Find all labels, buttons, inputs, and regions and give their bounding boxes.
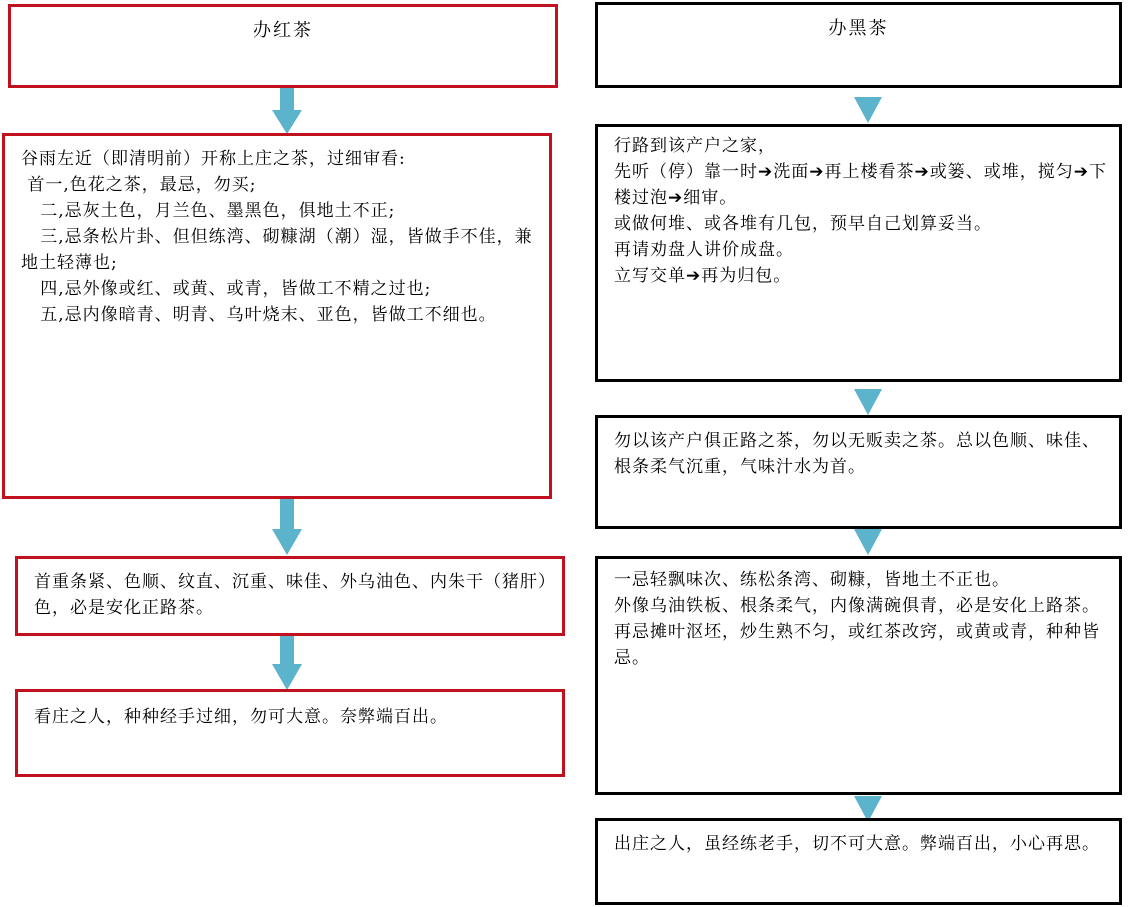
right-box-3-text: 一忌轻飘味次、练松条湾、砌糠，皆地土不正也。 外像乌油铁板、根条柔气，内像满碗俱青，必是安化上路茶。 再忌摊叶沤坯，炒生熟不匀，或红茶改窍，或黄或青，种种皆忌。 (614, 570, 1100, 668)
left-box-1-text: 谷雨左近（即清明前）开称上庄之茶，过细审看: 首一,色花之茶，最忌，勿买; 二,忌灰土色，月兰色、墨黑色，俱地土不正; 三,忌条松片卦、但但练湾、砌糠湖（潮）湿，皆做手不佳，兼地土轻薄也; 四,忌外像或红、或黄、或青，皆做工不精之过也; 五,忌内像暗青、明青、乌叶烧末、亚色，皆做工不细也。 (21, 149, 533, 325)
left-box-3-text: 看庄之人，种种经手过细，勿可大意。奈弊端百出。 (34, 707, 448, 727)
right-box-2 (595, 415, 1122, 529)
right-arrow-3 (854, 529, 882, 555)
left-title-box (8, 4, 558, 88)
left-arrow-2 (272, 499, 302, 555)
right-box-1-text: 行路到该产户之家， 先听（停）靠一时➔洗面➔再上楼看茶➔或篓、或堆，搅匀➔下楼过泡➔细审。 或做何堆、或各堆有几包，预早自己划算妥当。 再请劝盘人讲价成盘。 立写交单➔再为归包。 (614, 136, 1107, 286)
right-box-3 (595, 556, 1122, 795)
right-box-2-text: 勿以该产户俱正路之茶，勿以无贩卖之茶。总以色顺、味佳、根条柔气沉重，气味汁水为首。 (614, 431, 1100, 477)
left-box-1 (2, 133, 552, 499)
right-box-4-text: 出庄之人，虽经练老手，切不可大意。弊端百出，小心再思。 (614, 834, 1100, 854)
right-box-1 (595, 124, 1122, 382)
right-arrow-2 (854, 389, 882, 415)
left-box-2-text: 首重条紧、色顺、纹直、沉重、味佳、外乌油色、内朱干（猪肝）色，必是安化正路茶。 (34, 572, 548, 618)
left-title: 办红茶 (253, 20, 313, 41)
left-arrow-3 (272, 636, 302, 690)
right-box-4 (595, 818, 1122, 905)
left-box-2 (15, 556, 565, 636)
right-title-box (595, 2, 1122, 88)
left-arrow-1 (272, 88, 302, 134)
right-arrow-1 (854, 97, 882, 123)
right-title: 办黑茶 (828, 18, 889, 39)
left-box-3 (15, 689, 565, 777)
